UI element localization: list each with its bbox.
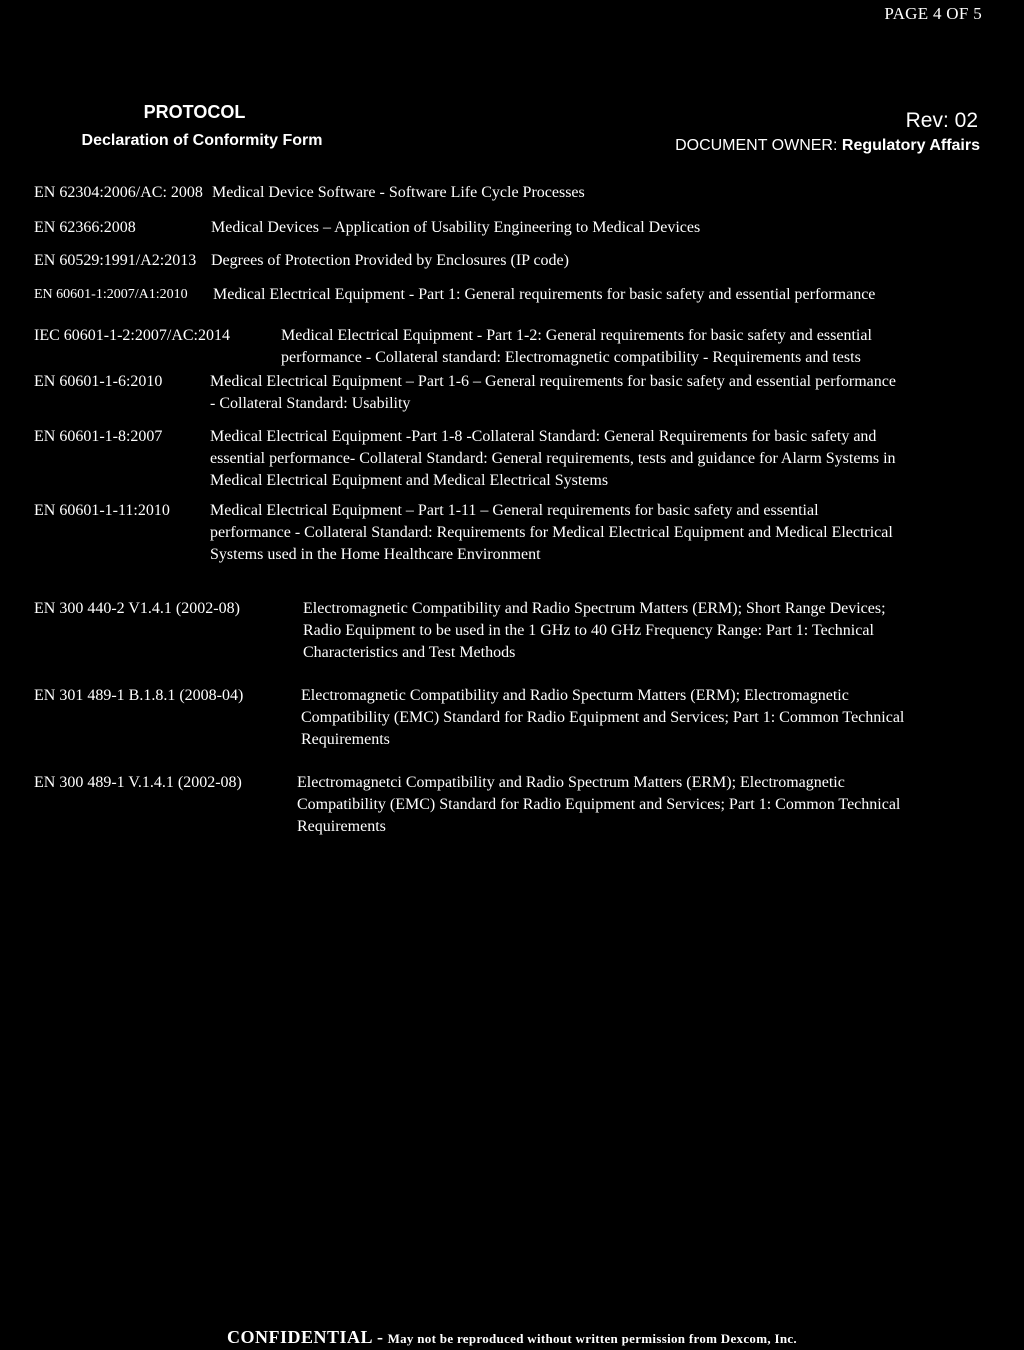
description-line: Medical Electrical Equipment - Part 1: General requirements for basic safety and essential performance bbox=[213, 286, 876, 303]
description-line: Medical Electrical Equipment -Part 1-8 -Collateral Standard: General Requirements for basic safety and bbox=[210, 428, 877, 445]
standard-description bbox=[210, 371, 896, 415]
standard-description bbox=[281, 325, 872, 369]
confidential-label: CONFIDENTIAL - bbox=[227, 1327, 384, 1347]
description-line: performance - Collateral standard: Electromagnetic compatibility - Requirements and tests bbox=[281, 349, 861, 366]
standard-description bbox=[303, 598, 886, 664]
description-line: Electromagnetic Compatibility and Radio Spectrum Matters (ERM); Short Range Devices; bbox=[303, 600, 886, 617]
description-line: Radio Equipment to be used in the 1 GHz to 40 GHz Frequency Range: Part 1: Technical bbox=[303, 622, 874, 639]
description-line: Medical Devices – Application of Usability Engineering to Medical Devices bbox=[211, 219, 701, 236]
description-line: Medical Electrical Equipment - Part 1-2: General requirements for basic safety and essential bbox=[281, 327, 872, 344]
description-line: Characteristics and Test Methods bbox=[303, 644, 516, 661]
standard-code: EN 62304:2006/AC: 2008 bbox=[34, 184, 203, 201]
standard-code: EN 60529:1991/A2:2013 bbox=[34, 252, 197, 269]
owner-value: Regulatory Affairs bbox=[841, 137, 980, 154]
description-line: Electromagnetci Compatibility and Radio Spectrum Matters (ERM); Electromagnetic bbox=[297, 774, 845, 791]
standard-code: EN 300 440-2 V1.4.1 (2002-08) bbox=[34, 600, 240, 617]
description-line: Medical Electrical Equipment – Part 1-6 – General requirements for basic safety and essential performance bbox=[210, 373, 896, 390]
footer bbox=[0, 1327, 1024, 1348]
description-line: Degrees of Protection Provided by Enclosures (IP code) bbox=[211, 252, 569, 269]
description-line: essential performance- Collateral Standard: General requirements, tests and guidance for Alarm Systems in bbox=[210, 450, 896, 467]
description-line: Requirements bbox=[297, 818, 386, 835]
standard-description bbox=[210, 426, 896, 492]
standard-description bbox=[297, 772, 900, 838]
description-line: Electromagnetic Compatibility and Radio Specturm Matters (ERM); Electromagnetic bbox=[301, 687, 849, 704]
description-line: Medical Electrical Equipment – Part 1-11 – General requirements for basic safety and essential bbox=[210, 502, 819, 519]
description-line: Compatibility (EMC) Standard for Radio Equipment and Services; Part 1: Common Technical bbox=[297, 796, 901, 813]
description-line: Requirements bbox=[301, 731, 390, 748]
description-line: - Collateral Standard: Usability bbox=[210, 395, 411, 412]
description-line: Medical Electrical Equipment and Medical Electrical Systems bbox=[210, 472, 609, 489]
standard-description bbox=[213, 284, 875, 306]
standard-code: EN 300 489-1 V.1.4.1 (2002-08) bbox=[34, 774, 242, 791]
owner-label: DOCUMENT OWNER: bbox=[675, 137, 838, 154]
description-line: Compatibility (EMC) Standard for Radio Equipment and Services; Part 1: Common Technical bbox=[301, 709, 905, 726]
standard-code: EN 301 489-1 B.1.8.1 (2008-04) bbox=[34, 687, 244, 704]
header-right bbox=[675, 109, 980, 155]
standard-code: EN 60601-1:2007/A1:2010 bbox=[34, 287, 188, 302]
protocol-title: PROTOCOL bbox=[143, 102, 246, 122]
form-title: Declaration of Conformity Form bbox=[81, 132, 323, 149]
standard-code: EN 62366:2008 bbox=[34, 219, 136, 236]
description-line: performance - Collateral Standard: Requirements for Medical Electrical Equipment and Medical Electrical bbox=[210, 524, 893, 541]
description-line: Systems used in the Home Healthcare Environment bbox=[210, 546, 541, 563]
revision-label: Rev: 02 bbox=[905, 109, 978, 132]
standard-code: EN 60601-1-8:2007 bbox=[34, 428, 163, 445]
document-owner bbox=[675, 137, 980, 155]
page-number: PAGE 4 OF 5 bbox=[884, 4, 982, 23]
standard-description bbox=[211, 250, 569, 272]
standard-description bbox=[301, 685, 904, 751]
standard-description bbox=[210, 500, 893, 566]
header-left bbox=[58, 102, 346, 150]
confidential-notice: May not be reproduced without written permission from Dexcom, Inc. bbox=[387, 1331, 797, 1346]
standard-code: EN 60601-1-6:2010 bbox=[34, 373, 163, 390]
standard-code: EN 60601-1-11:2010 bbox=[34, 502, 170, 519]
standard-description bbox=[212, 182, 585, 204]
standard-description bbox=[211, 217, 700, 239]
description-line: Medical Device Software - Software Life Cycle Processes bbox=[212, 184, 585, 201]
standard-code: IEC 60601-1-2:2007/AC:2014 bbox=[34, 327, 230, 344]
